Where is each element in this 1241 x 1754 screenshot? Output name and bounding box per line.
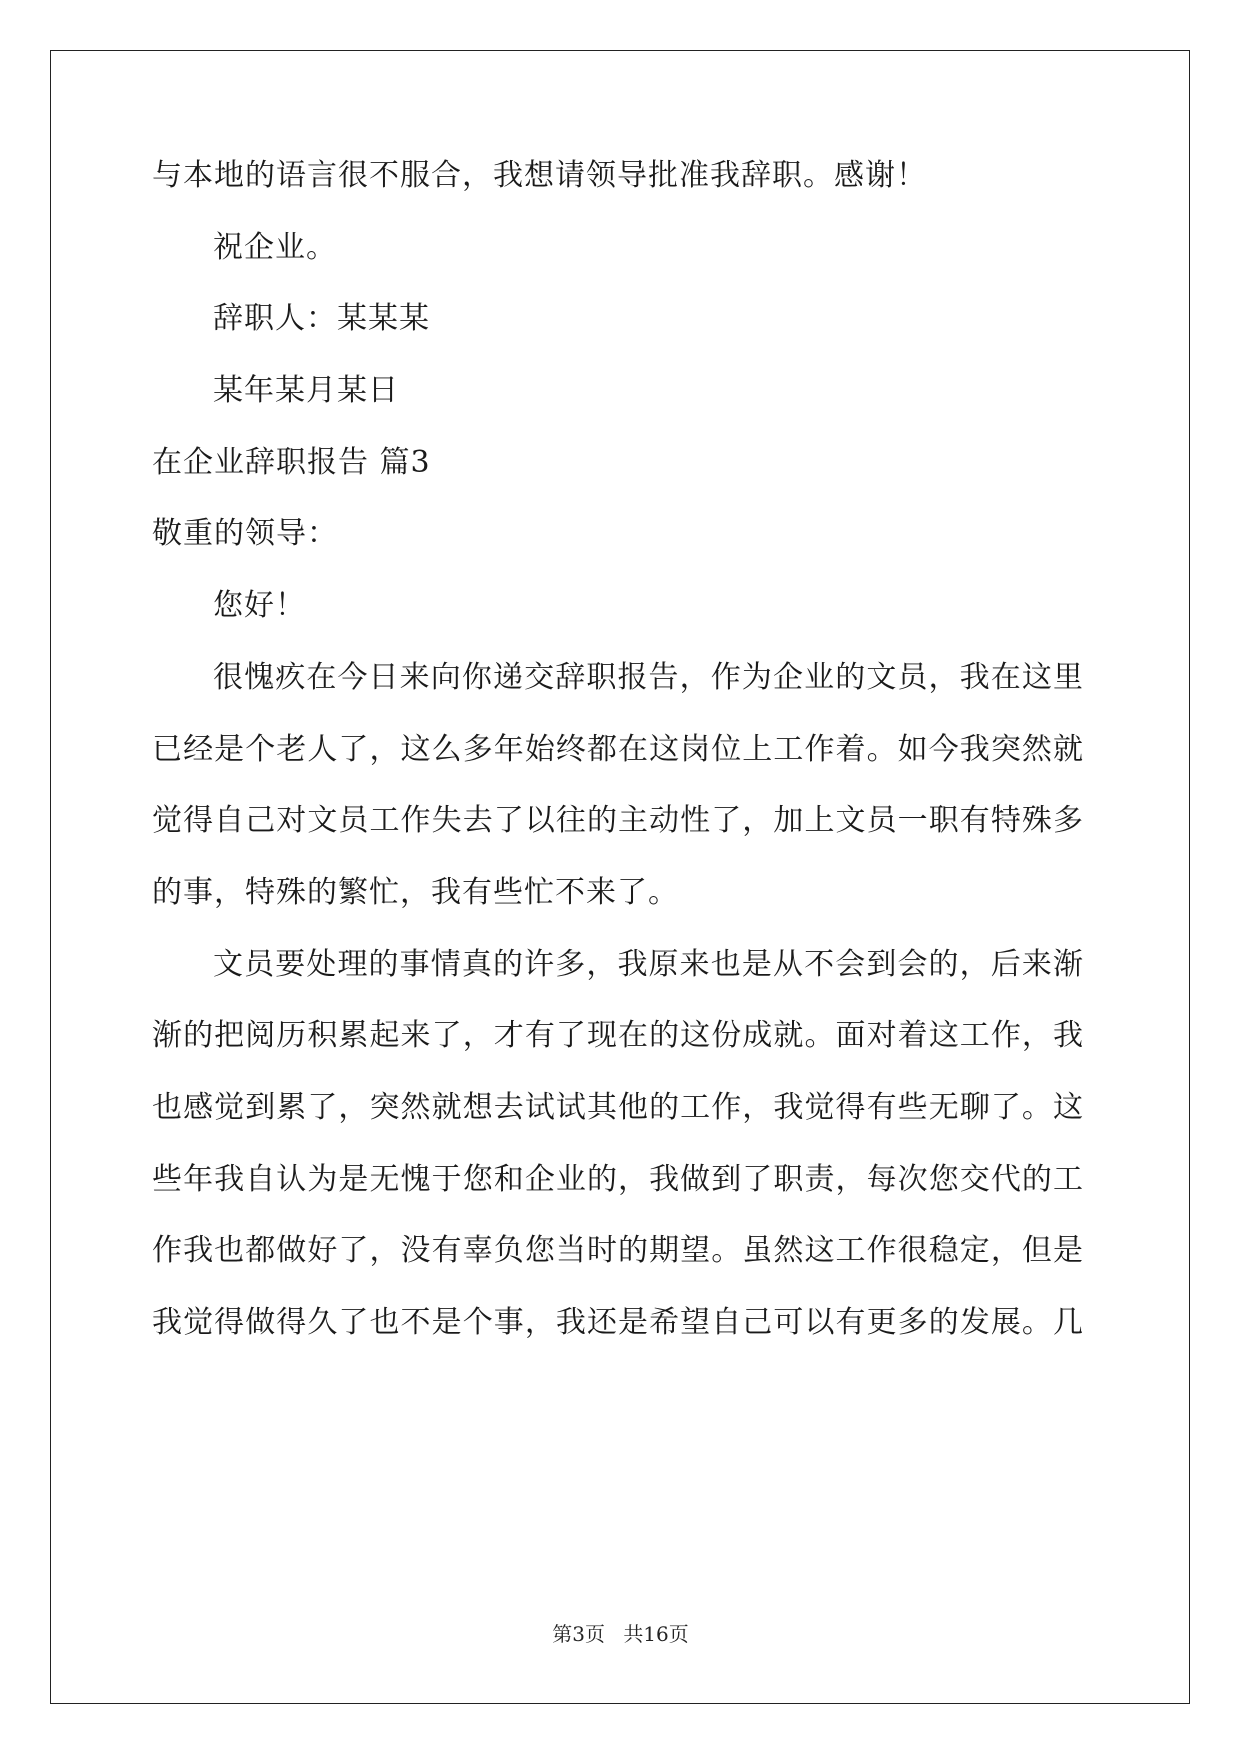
page-footer (0, 1622, 1241, 1646)
paragraph-2-line-3: 也感觉到累了，突然就想去试试其他的工作，我觉得有些无聊了。这 (152, 1090, 1084, 1125)
section-heading: 在企业辞职报告 篇3 (152, 445, 431, 480)
paragraph-2-line-5: 作我也都做好了，没有辜负您当时的期望。虽然这工作很稳定，但是 (152, 1233, 1084, 1268)
salutation: 敬重的领导： (152, 516, 338, 551)
paragraph-2-line-4: 些年我自认为是无愧于您和企业的，我做到了职责，每次您交代的工 (152, 1162, 1084, 1197)
text-line-4: 某年某月某日 (213, 373, 399, 408)
paragraph-1-line-2: 已经是个老人了，这么多年始终都在这岗位上工作着。如今我突然就 (152, 732, 1084, 767)
paragraph-2-line-1: 文员要处理的事情真的许多，我原来也是从不会到会的，后来渐 (213, 947, 1084, 982)
text-line-2: 祝企业。 (213, 230, 337, 265)
text-line-3: 辞职人：某某某 (213, 301, 430, 336)
text-line-1: 与本地的语言很不服合，我想请领导批准我辞职。感谢！ (152, 158, 927, 193)
paragraph-1-line-4: 的事，特殊的繁忙，我有些忙不来了。 (152, 875, 679, 910)
page-total: 共16页 (623, 1622, 689, 1646)
paragraph-1-line-1: 很愧疚在今日来向你递交辞职报告，作为企业的文员，我在这里 (213, 660, 1084, 695)
page-number: 第3页 (552, 1622, 605, 1646)
paragraph-2-line-6: 我觉得做得久了也不是个事，我还是希望自己可以有更多的发展。几 (152, 1305, 1084, 1340)
greeting: 您好！ (213, 588, 306, 623)
paragraph-2-line-2: 渐的把阅历积累起来了，才有了现在的这份成就。面对着这工作，我 (152, 1018, 1084, 1053)
paragraph-1-line-3: 觉得自己对文员工作失去了以往的主动性了，加上文员一职有特殊多 (152, 803, 1084, 838)
